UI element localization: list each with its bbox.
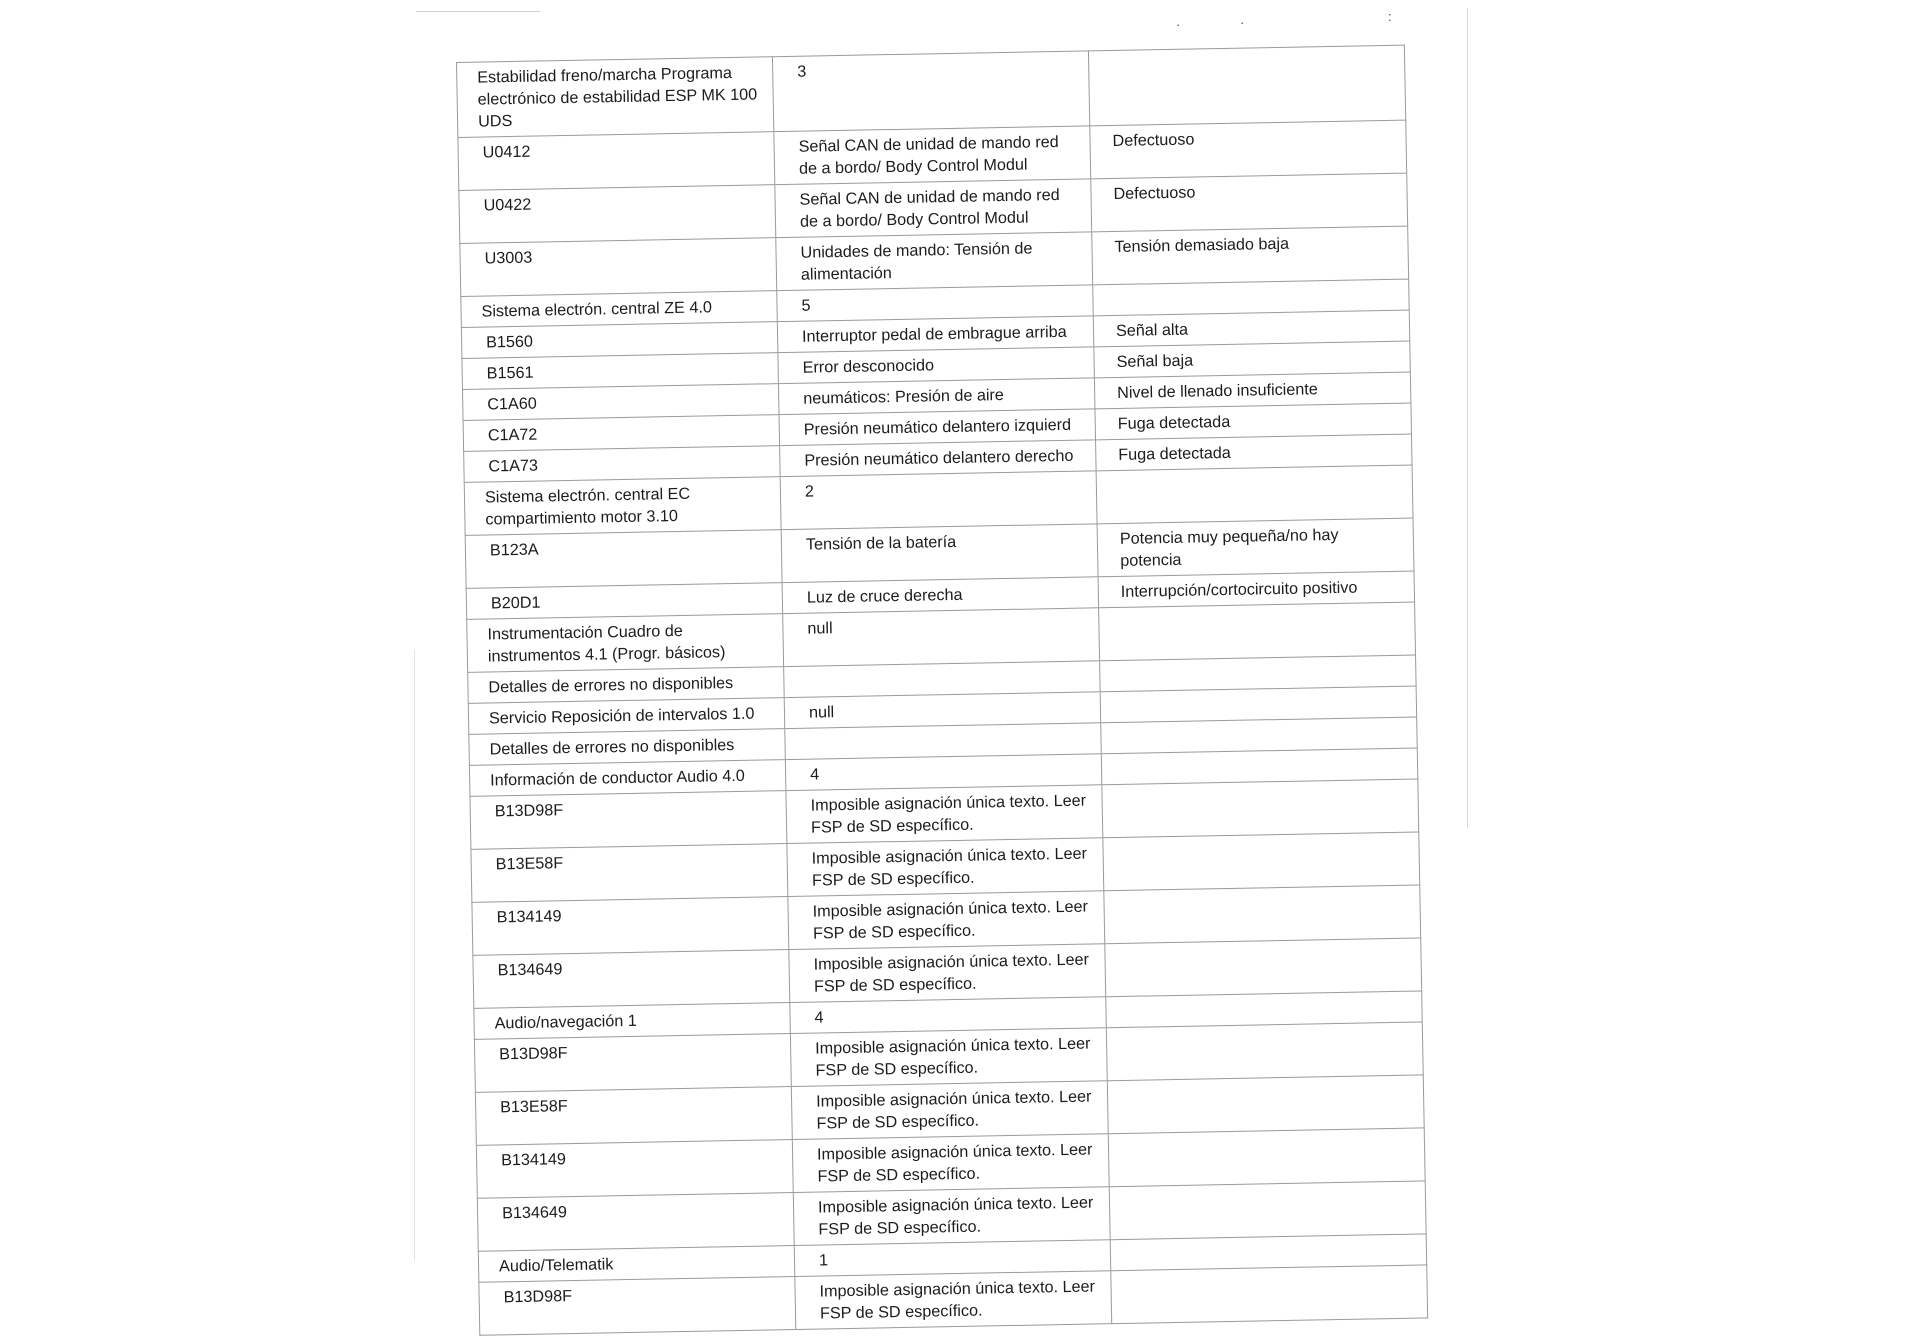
description-cell: Imposible asignación única texto. Leer FSP de SD específico. <box>791 1081 1108 1140</box>
status-cell <box>1096 465 1413 524</box>
status-cell: Nivel de llenado insuficiente <box>1094 372 1411 409</box>
status-cell: Interrupción/cortocircuito positivo <box>1098 571 1415 608</box>
description-cell: Error desconocido <box>778 347 1095 384</box>
status-cell: Señal alta <box>1093 310 1410 347</box>
description-cell: Presión neumático delantero derecho <box>780 440 1097 477</box>
description-cell: Imposible asignación única texto. Leer FSP de SD específico. <box>790 1028 1107 1087</box>
code-or-unit-cell: Estabilidad freno/marcha Programa electrónico de estabilidad ESP MK 100 UDS <box>457 57 774 138</box>
status-cell: Fuga detectada <box>1095 403 1412 440</box>
code-or-unit-cell: B134649 <box>477 1193 794 1252</box>
description-cell: 5 <box>777 285 1094 322</box>
status-cell <box>1102 779 1419 838</box>
status-cell <box>1104 885 1421 944</box>
status-cell: Defectuoso <box>1090 120 1407 179</box>
description-cell: Imposible asignación única texto. Leer FSP de SD específico. <box>788 891 1105 950</box>
code-or-unit-cell: B134149 <box>476 1140 793 1199</box>
code-or-unit-cell: Instrumentación Cuadro de instrumentos 4.1 (Progr. básicos) <box>467 614 784 673</box>
code-or-unit-cell: Detalles de errores no disponibles <box>469 729 786 766</box>
description-cell: Imposible asignación única texto. Leer FSP de SD específico. <box>786 785 1103 844</box>
scan-edge-top <box>416 11 540 12</box>
code-or-unit-cell: U3003 <box>460 238 777 297</box>
description-cell: Tensión de la batería <box>781 524 1098 583</box>
status-cell <box>1109 1181 1426 1240</box>
description-cell: Imposible asignación única texto. Leer FSP de SD específico. <box>793 1187 1110 1246</box>
status-cell <box>1108 1128 1425 1187</box>
description-cell: Imposible asignación única texto. Leer FSP de SD específico. <box>787 838 1104 897</box>
code-or-unit-cell: B13E58F <box>475 1087 792 1146</box>
description-cell: Imposible asignación única texto. Leer FSP de SD específico. <box>789 944 1106 1003</box>
description-cell: 2 <box>780 471 1097 530</box>
description-cell: neumáticos: Presión de aire <box>778 378 1095 415</box>
code-or-unit-cell: Información de conductor Audio 4.0 <box>469 760 786 797</box>
code-or-unit-cell: C1A73 <box>464 446 781 483</box>
description-cell: Señal CAN de unidad de mando red de a bordo/ Body Control Modul <box>775 179 1092 238</box>
code-or-unit-cell: C1A60 <box>463 384 780 421</box>
status-cell: Fuga detectada <box>1096 434 1413 471</box>
status-cell: Potencia muy pequeña/no hay potencia <box>1097 518 1414 577</box>
code-or-unit-cell: B134149 <box>472 897 789 956</box>
status-cell <box>1088 45 1405 126</box>
code-or-unit-cell: C1A72 <box>463 415 780 452</box>
code-or-unit-cell: Sistema electrón. central ZE 4.0 <box>461 291 778 328</box>
description-cell: Imposible asignación única texto. Leer FSP de SD específico. <box>795 1271 1112 1330</box>
scan-speck: : <box>1388 9 1392 24</box>
fault-code-rows <box>457 45 1428 1335</box>
code-or-unit-cell: B1561 <box>462 353 779 390</box>
status-cell: Señal baja <box>1094 341 1411 378</box>
description-cell: Presión neumático delantero izquierd <box>779 409 1096 446</box>
code-or-unit-cell: B20D1 <box>466 583 783 620</box>
code-or-unit-cell: B13D98F <box>470 791 787 850</box>
status-cell: Defectuoso <box>1091 173 1408 232</box>
code-or-unit-cell: Audio/navegación 1 <box>474 1003 791 1040</box>
scan-speck: · <box>1176 17 1181 32</box>
description-cell: 4 <box>785 754 1102 791</box>
fault-code-table <box>456 45 1428 1336</box>
scanned-page <box>456 45 1426 1323</box>
description-cell: 3 <box>772 51 1089 132</box>
description-cell: Luz de cruce derecha <box>782 577 1099 614</box>
status-cell: Tensión demasiado baja <box>1092 226 1409 285</box>
description-cell: 4 <box>790 997 1107 1034</box>
scan-speck: · <box>1240 15 1245 30</box>
code-or-unit-cell: B123A <box>465 530 782 589</box>
code-or-unit-cell: B13E58F <box>471 844 788 903</box>
status-cell <box>1107 1075 1424 1134</box>
description-cell: 1 <box>794 1240 1111 1277</box>
status-cell <box>1106 1022 1423 1081</box>
code-or-unit-cell: Sistema electrón. central EC compartimiento motor 3.10 <box>464 477 781 536</box>
code-or-unit-cell: B13D98F <box>474 1034 791 1093</box>
status-cell <box>1105 938 1422 997</box>
scan-edge-left <box>414 650 415 1260</box>
code-or-unit-cell: U0422 <box>459 185 776 244</box>
code-or-unit-cell: U0412 <box>458 132 775 191</box>
description-cell: Unidades de mando: Tensión de alimentación <box>776 232 1093 291</box>
description-cell: Imposible asignación única texto. Leer FSP de SD específico. <box>792 1134 1109 1193</box>
code-or-unit-cell: Servicio Reposición de intervalos 1.0 <box>468 698 785 735</box>
scan-edge-right <box>1467 8 1468 828</box>
description-cell: null <box>784 692 1101 729</box>
description-cell: Señal CAN de unidad de mando red de a bordo/ Body Control Modul <box>774 126 1091 185</box>
description-cell: Interruptor pedal de embrague arriba <box>777 316 1094 353</box>
code-or-unit-cell: Detalles de errores no disponibles <box>468 667 785 704</box>
status-cell <box>1099 602 1416 661</box>
code-or-unit-cell: B13D98F <box>479 1276 796 1335</box>
status-cell <box>1111 1265 1428 1324</box>
status-cell <box>1103 832 1420 891</box>
code-or-unit-cell: B134649 <box>473 950 790 1009</box>
description-cell: null <box>783 608 1100 667</box>
code-or-unit-cell: B1560 <box>461 322 778 359</box>
code-or-unit-cell: Audio/Telematik <box>478 1246 795 1283</box>
